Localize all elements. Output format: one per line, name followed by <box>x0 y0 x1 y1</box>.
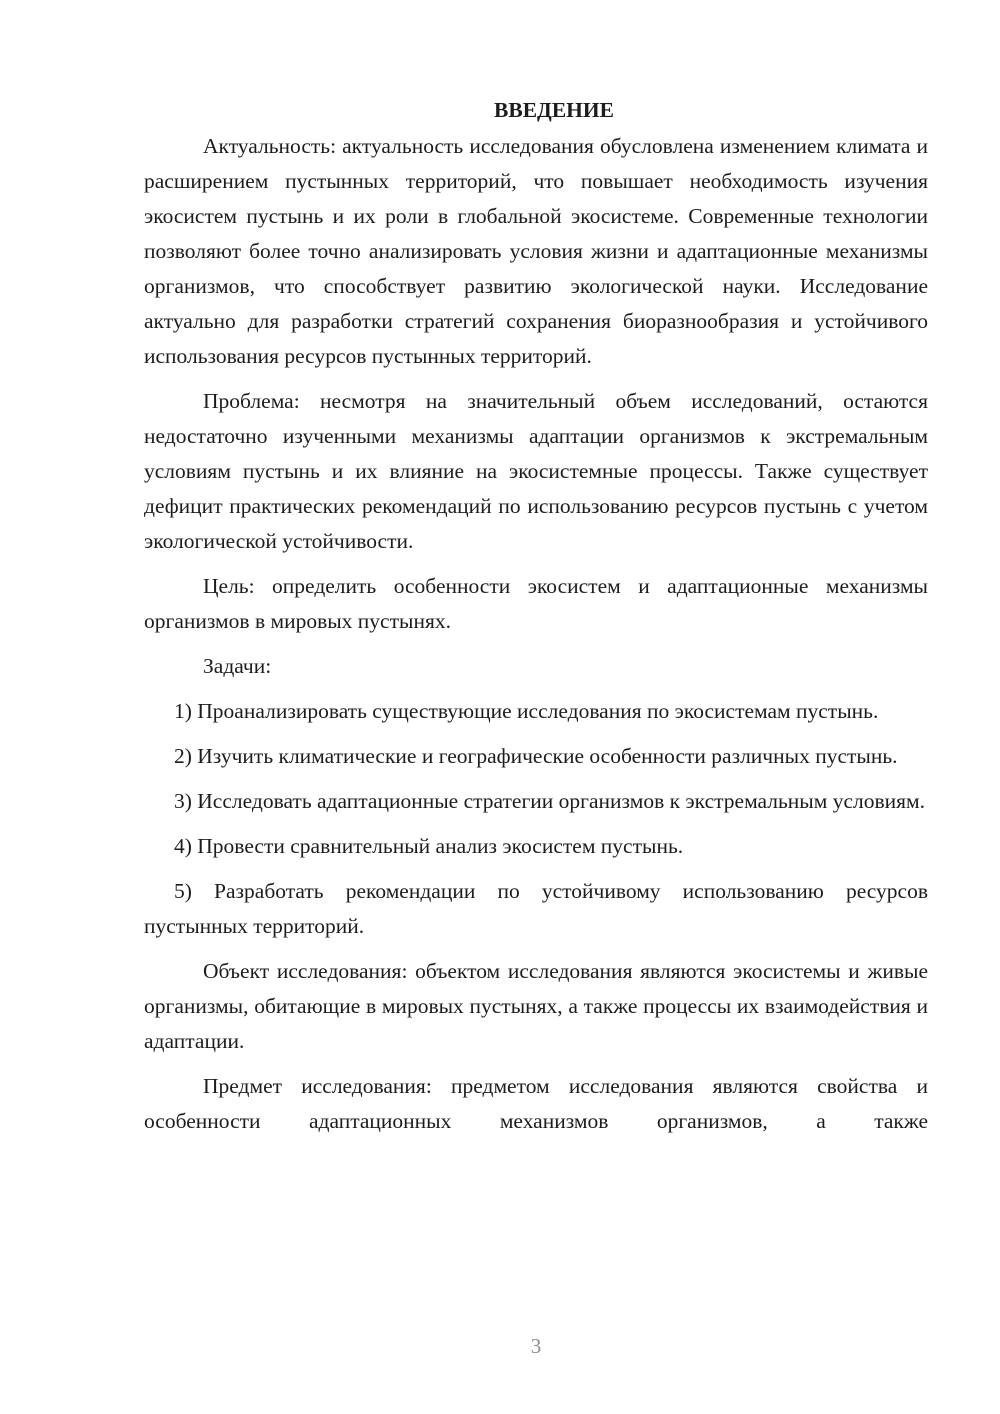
task-item-4: 4) Провести сравнительный анализ экосистем пустынь. <box>174 834 684 858</box>
task-item-5: 5) Разработать рекомендации по устойчивому использованию ресурсов пустынных территорий. <box>144 879 928 938</box>
paragraph-object: Объект исследования: объектом исследования являются экосистемы и живые организмы, обитающие в мировых пустынях, а также процессы их взаимодействия и адаптации. <box>144 959 928 1053</box>
paragraph-subject: Предмет исследования: предметом исследования являются свойства и особенности адаптационных механизмов организмов, а также <box>144 1074 928 1133</box>
task-item-2: 2) Изучить климатические и географические особенности различных пустынь. <box>174 744 898 768</box>
paragraph-goal: Цель: определить особенности экосистем и адаптационные механизмы организмов в мировых пустынях. <box>144 574 928 633</box>
paragraph-relevance: Актуальность: актуальность исследования обусловлена изменением климата и расширением пустынных территорий, что повышает необходимость изучения экосистем пустынь и их роли в глобальной экосистеме. Современные технологии позволяют более точно анализировать условия жизни и адаптационные механизмы организмов, что способствует развитию экологической науки. Исследование актуально для разработки стратегий сохранения биоразнообразия и устойчивого использования ресурсов пустынных территорий. <box>144 134 928 368</box>
page-number: 3 <box>530 1334 542 1358</box>
section-heading: ВВЕДЕНИЕ <box>494 98 614 122</box>
page-content <box>144 93 928 1149</box>
tasks-label: Задачи: <box>203 654 272 678</box>
task-item-3: 3) Исследовать адаптационные стратегии организмов к экстремальным условиям. <box>174 789 926 813</box>
task-item-1: 1) Проанализировать существующие исследования по экосистемам пустынь. <box>174 699 879 723</box>
paragraph-problem: Проблема: несмотря на значительный объем исследований, остаются недостаточно изученными механизмы адаптации организмов к экстремальным условиям пустынь и их влияние на экосистемные процессы. Также существует дефицит практических рекомендаций по использованию ресурсов пустынь с учетом экологической устойчивости. <box>144 389 928 553</box>
